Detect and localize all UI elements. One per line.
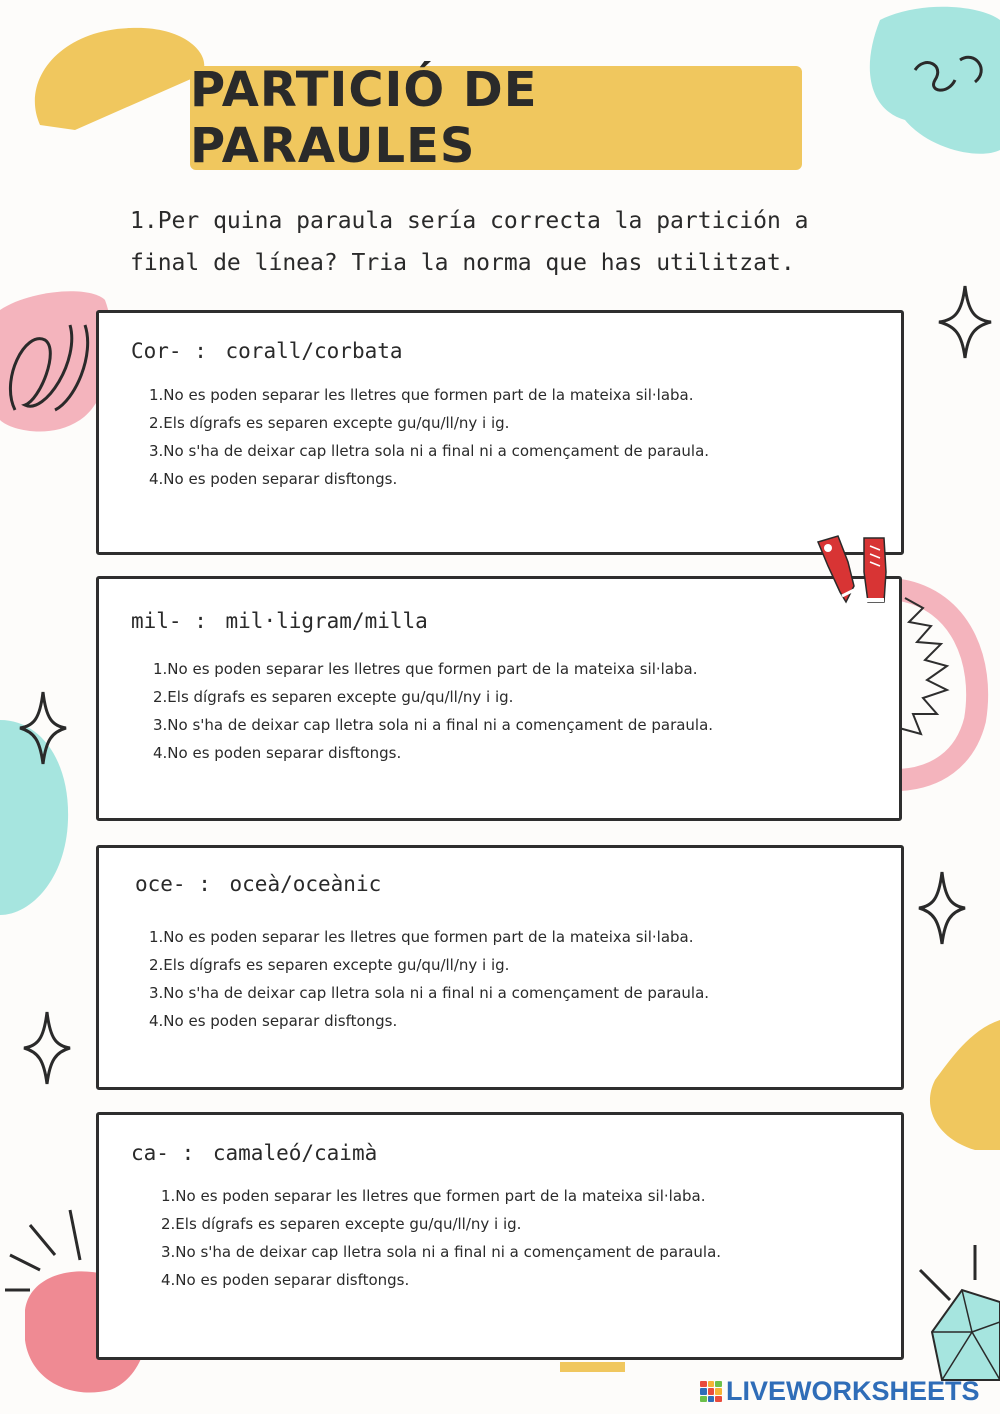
rule-list <box>149 381 709 493</box>
question-line-1: 1.Per quina paraula sería correcta la partición a <box>130 208 809 234</box>
brand-name: LIVEWORKSHEETS <box>726 1376 980 1406</box>
sparkle-icon <box>20 1008 74 1088</box>
rule-option-2[interactable]: 2.Els dígrafs es separen excepte gu/qu/ll/ny i ig. <box>161 1215 522 1233</box>
question-line-2: final de línea? Tria la norma que has utilitzat. <box>130 250 795 276</box>
rule-option-3[interactable]: 3.No s'ha de deixar cap lletra sola ni a final ni a començament de paraula. <box>153 716 714 734</box>
word-prefix[interactable]: mil- : <box>131 609 207 633</box>
rule-option-2[interactable]: 2.Els dígrafs es separen excepte gu/qu/ll/ny i ig. <box>149 956 510 974</box>
word-card-3 <box>96 845 904 1090</box>
answer-options[interactable]: oceà/oceànic <box>229 872 382 896</box>
rule-option-2[interactable]: 2.Els dígrafs es separen excepte gu/qu/ll/ny i ig. <box>149 414 510 432</box>
sparkle-icon <box>935 282 995 362</box>
rule-list <box>153 655 713 767</box>
answer-options[interactable]: mil·ligram/milla <box>225 609 428 633</box>
word-prefix[interactable]: Cor- : <box>131 339 207 363</box>
rule-option-1[interactable]: 1.No es poden separar les lletres que formen part de la mateixa sil·laba. <box>149 386 694 404</box>
rule-option-3[interactable]: 3.No s'ha de deixar cap lletra sola ni a final ni a començament de paraula. <box>149 984 710 1002</box>
sparkle-icon <box>16 688 70 768</box>
page-title: PARTICIÓ DE PARAULES <box>190 62 538 174</box>
diamond-icon <box>922 1282 1000 1382</box>
rule-option-1[interactable]: 1.No es poden separar les lletres que formen part de la mateixa sil·laba. <box>161 1187 706 1205</box>
word-card-1 <box>96 310 904 555</box>
card-heading <box>135 872 381 896</box>
rule-option-3[interactable]: 3.No s'ha de deixar cap lletra sola ni a final ni a començament de paraula. <box>161 1243 722 1261</box>
title-banner <box>190 62 802 174</box>
question-text <box>130 200 850 284</box>
word-card-4 <box>96 1112 904 1360</box>
rule-option-1[interactable]: 1.No es poden separar les lletres que formen part de la mateixa sil·laba. <box>149 928 694 946</box>
rule-option-4[interactable]: 4.No es poden separar disftongs. <box>153 744 402 762</box>
sneakers-icon <box>814 532 892 608</box>
rule-option-1[interactable]: 1.No es poden separar les lletres que formen part de la mateixa sil·laba. <box>153 660 698 678</box>
word-prefix[interactable]: ca- : <box>131 1141 195 1165</box>
card-heading <box>131 609 428 633</box>
rule-list <box>161 1182 721 1294</box>
rule-option-4[interactable]: 4.No es poden separar disftongs. <box>161 1271 410 1289</box>
word-card-2 <box>96 576 902 821</box>
word-prefix[interactable]: oce- : <box>135 872 211 896</box>
rule-option-3[interactable]: 3.No s'ha de deixar cap lletra sola ni a final ni a començament de paraula. <box>149 442 710 460</box>
rule-list <box>149 923 709 1035</box>
rule-option-4[interactable]: 4.No es poden separar disftongs. <box>149 470 398 488</box>
rule-option-2[interactable]: 2.Els dígrafs es separen excepte gu/qu/ll/ny i ig. <box>153 688 514 706</box>
sparkle-icon <box>915 868 969 948</box>
brand-logo-icon <box>700 1381 722 1403</box>
answer-options[interactable]: corall/corbata <box>225 339 403 363</box>
card-heading <box>131 1141 377 1165</box>
answer-options[interactable]: camaleó/caimà <box>212 1141 378 1165</box>
rule-option-4[interactable]: 4.No es poden separar disftongs. <box>149 1012 398 1030</box>
card-heading <box>131 339 403 363</box>
liveworksheets-logo <box>700 1376 980 1407</box>
